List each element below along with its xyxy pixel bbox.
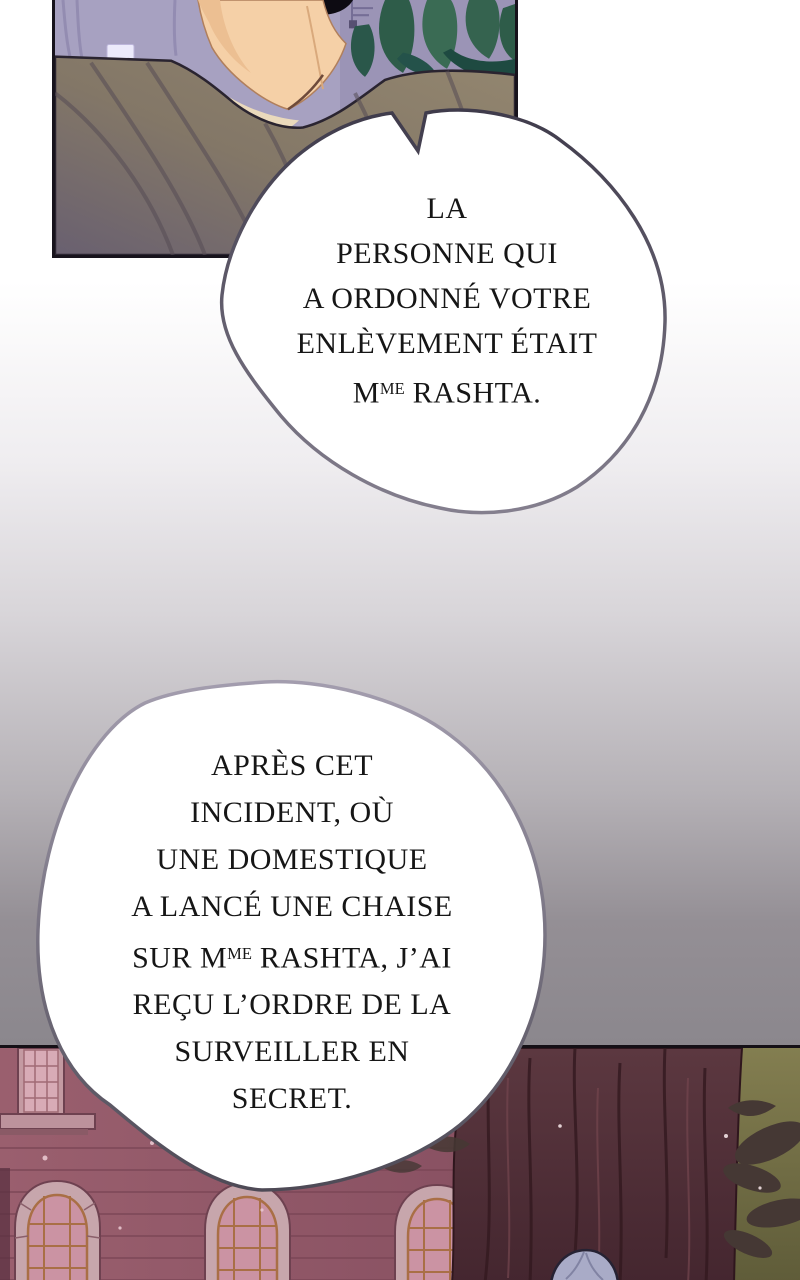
arch-window-2 [205,1183,290,1280]
bubble-text-line: UNE DOMESTIQUE [156,843,428,876]
bubble-text-line: A LANCÉ UNE CHAISE [131,890,453,923]
bubble-text-line: ENLÈVEMENT ÉTAIT [296,327,598,360]
bubble-text-line: SURVEILLER EN [174,1035,410,1069]
bubble-text-line: SECRET. [231,1082,353,1116]
bubble-text-line: PERSONNE QUI [336,237,558,270]
bubble-text-line: REÇU L’ORDRE DE LA [132,988,452,1022]
bubble-text-line: SUR $M^{ME}$ RASHTA, J’AI [132,941,452,975]
arch-window-1 [15,1181,100,1280]
speech-bubble-1-text [238,186,656,415]
bubble-text-line: INCIDENT, OÙ [190,796,394,829]
bubble-text-line: A ORDONNÉ VOTRE [302,282,592,315]
bubble-text-line: LA [426,192,468,225]
bubble-text-line: APRÈS CET [210,749,374,782]
bubble-text-line: $M^{ME}$ RASHTA. [352,376,542,410]
speech-bubble-2-text [52,742,532,1122]
